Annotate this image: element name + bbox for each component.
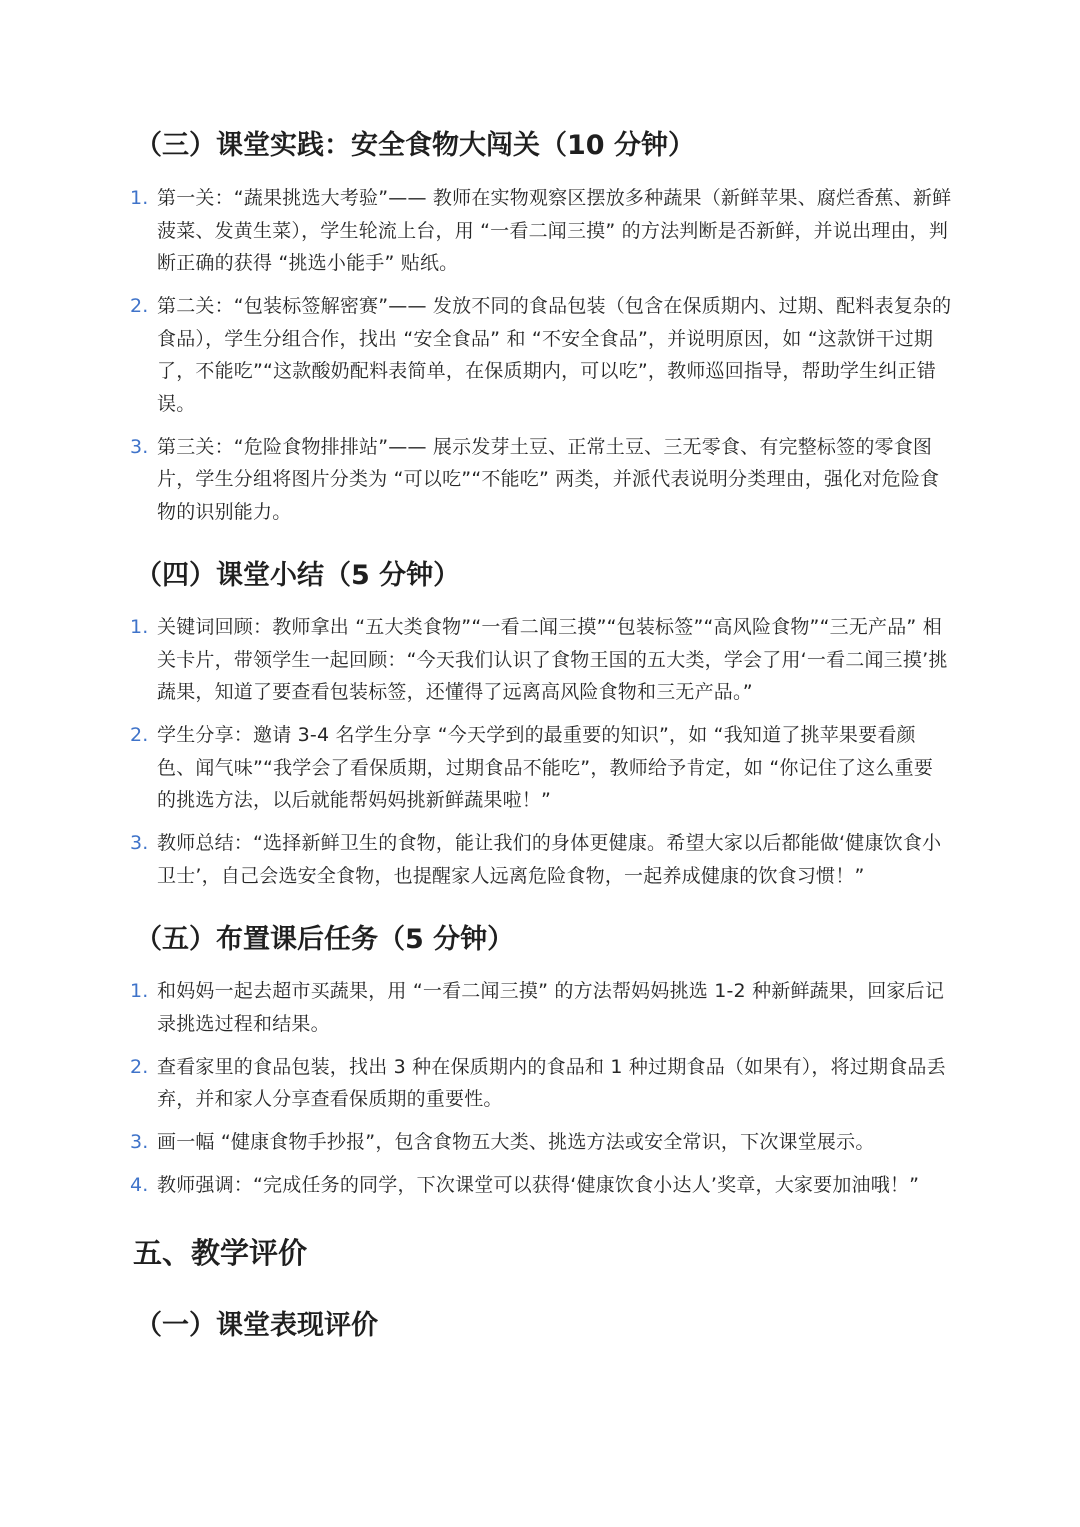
list-number: 4.	[130, 1174, 149, 1196]
list-item	[0, 719, 952, 817]
list-item	[0, 975, 952, 1040]
list-number: 1.	[130, 980, 149, 1002]
summary-list	[0, 611, 1080, 903]
list-number: 2.	[130, 295, 149, 317]
section-heading-homework: （五）布置课后任务（5 分钟）	[135, 924, 515, 955]
section-heading-practice: （三）课堂实践：安全食物大闯关（10 分钟）	[135, 130, 695, 161]
list-item-text: 教师强调：“完成任务的同学，下次课堂可以获得‘健康饮食小达人’奖章，大家要加油哦！”	[157, 1174, 920, 1196]
list-item-text: 学生分享：邀请 3-4 名学生分享 “今天学到的最重要的知识”，如 “我知道了挑苹果要看颜色、闻气味”“我学会了看保质期，过期食品不能吃”，教师给予肯定，如 “你记住了这么重要的挑选方法，以后就能帮妈妈挑新鲜蔬果啦！”	[157, 724, 934, 811]
list-item	[0, 611, 952, 709]
list-item	[0, 290, 952, 420]
list-item	[0, 182, 952, 280]
practice-list	[0, 182, 1080, 539]
homework-list	[0, 975, 1080, 1212]
list-number: 1.	[130, 187, 149, 209]
list-item	[0, 827, 952, 892]
list-item	[0, 1169, 952, 1202]
list-item-text: 和妈妈一起去超市买蔬果，用 “一看二闻三摸” 的方法帮妈妈挑选 1-2 种新鲜蔬果，回家后记录挑选过程和结果。	[157, 980, 945, 1035]
section-heading-summary: （四）课堂小结（5 分钟）	[135, 560, 461, 591]
list-number: 3.	[130, 832, 149, 854]
list-number: 3.	[130, 435, 149, 458]
list-item-text: 第一关：“蔬果挑选大考验”—— 教师在实物观察区摆放多种蔬果（新鲜苹果、腐烂香蕉、新鲜菠菜、发黄生菜），学生轮流上台，用 “一看二闻三摸” 的方法判断是否新鲜，并说出理由，判断正确的获得 “挑选小能手” 贴纸。	[157, 187, 952, 274]
list-item-text: 教师总结：“选择新鲜卫生的食物，能让我们的身体更健康。希望大家以后都能做‘健康饮食小卫士’，自己会选安全食物，也提醒家人远离危险食物，一起养成健康的饮食习惯！”	[157, 832, 942, 887]
list-number: 2.	[130, 724, 149, 746]
list-number: 2.	[130, 1055, 149, 1078]
list-item-text: 关键词回顾：教师拿出 “五大类食物”“一看二闻三摸”“包装标签”“高风险食物”“三无产品” 相关卡片，带领学生一起回顾：“今天我们认识了食物王国的五大类，学会了用‘一看二闻三摸’挑蔬果，知道了要查看包装标签，还懂得了远离高风险食物和三无产品。”	[157, 616, 948, 703]
list-item-text: 第二关：“包装标签解密赛”—— 发放不同的食品包装（包含在保质期内、过期、配料表复杂的食品），学生分组合作，找出 “安全食品” 和 “不安全食品”，并说明原因，如 “这款饼干过期了，不能吃”“这款酸奶配料表简单，在保质期内，可以吃”，教师巡回指导，帮助学生纠正错误。	[157, 295, 952, 415]
list-item	[0, 431, 952, 529]
list-item	[0, 1126, 952, 1159]
list-number: 3.	[130, 1131, 149, 1153]
list-number: 1.	[130, 616, 149, 638]
list-item-text: 查看家里的食品包装，找出 3 种在保质期内的食品和 1 种过期食品（如果有），将过期食品丢弃，并和家人分享查看保质期的重要性。	[157, 1055, 946, 1110]
section-heading-evaluation: 五、教学评价	[133, 1236, 308, 1270]
list-item	[0, 1051, 952, 1116]
subsection-heading-class-performance: （一）课堂表现评价	[135, 1310, 378, 1341]
list-item-text: 第三关：“危险食物排排站”—— 展示发芽土豆、正常土豆、三无零食、有完整标签的零食图片，学生分组将图片分类为 “可以吃”“不能吃” 两类，并派代表说明分类理由，强化对危险食物的识别能力。	[157, 435, 940, 523]
list-item-text: 画一幅 “健康食物手抄报”，包含食物五大类、挑选方法或安全常识，下次课堂展示。	[157, 1131, 875, 1153]
